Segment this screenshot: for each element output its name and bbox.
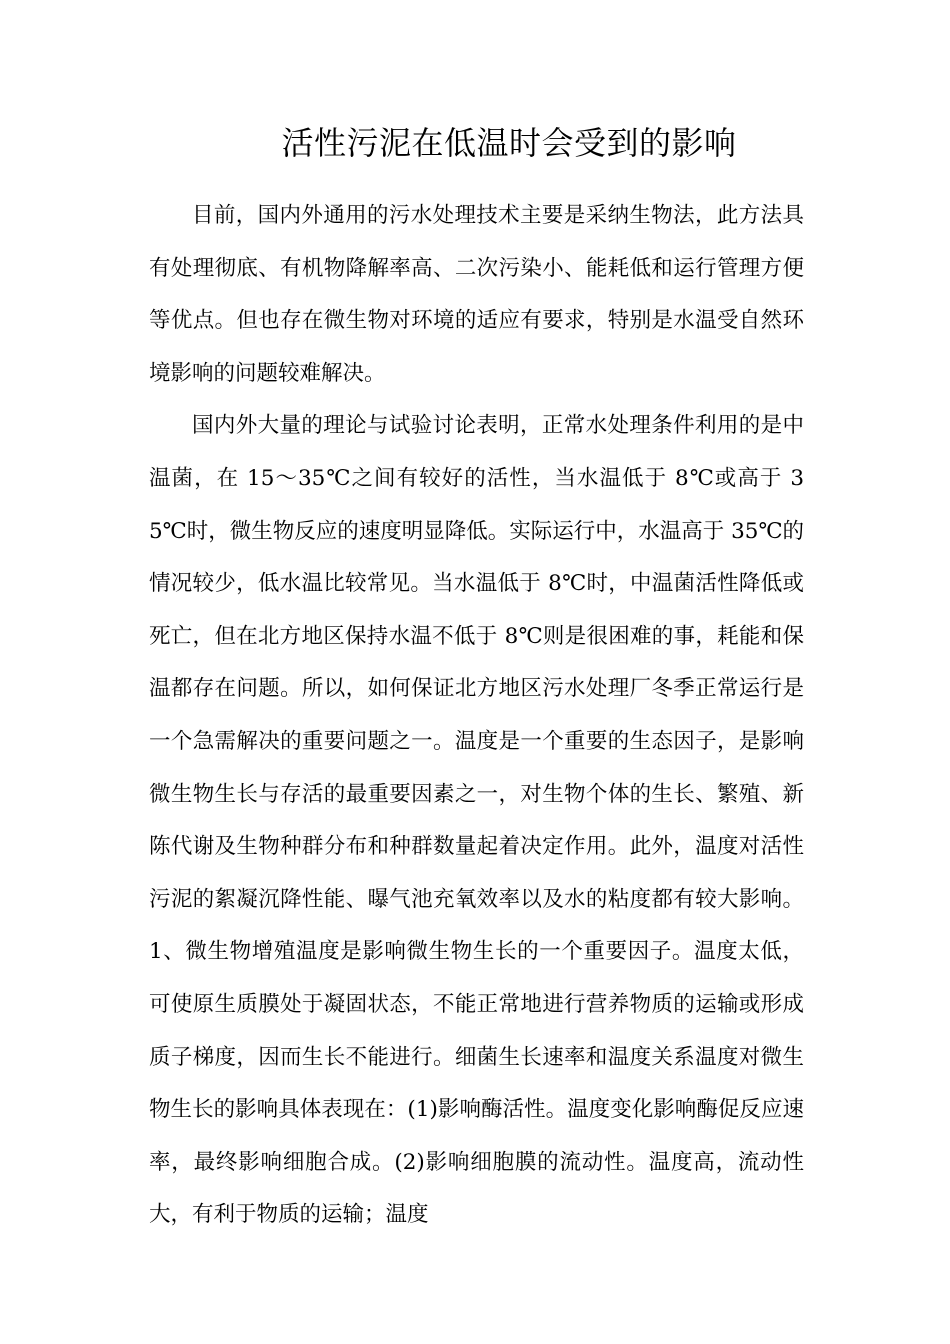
paragraph-intro: 目前，国内外通用的污水处理技术主要是采纳生物法，此方法具有处理彻底、有机物降解率高、二次污染小、能耗低和运行管理方便等优点。但也存在微生物对环境的适应有要求，特别是水温受自然环境影响的问题较难解决。 [149,203,804,386]
document-title: 活性污泥在低温时会受到的影响 [281,124,737,162]
document-body [149,190,804,1242]
paragraph-temperature-effects: 国内外大量的理论与试验讨论表明，正常水处理条件利用的是中温菌，在 15～35℃之间有较好的活性，当水温低于 8℃或高于 35℃时，微生物反应的速度明显降低。实际运行中，水温高于 35℃的情况较少，低水温比较常见。当水温低于 8℃时，中温菌活性降低或死亡，但在北方地区保持水温不低于 8℃则是很困难的事，耗能和保温都存在问题。所以，如何保证北方地区污水处理厂冬季正常运行是一个急需解决的重要问题之一。温度是一个重要的生态因子，是影响微生物生长与存活的最重要因素之一，对生物个体的生长、繁殖、新陈代谢及生物种群分布和种群数量起着决定作用。此外，温度对活性污泥的絮凝沉降性能、曝气池充氧效率以及水的粘度都有较大影响。1、微生物增殖温度是影响微生物生长的一个重要因子。温度太低，可使原生质膜处于凝固状态，不能正常地进行营养物质的运输或形成质子梯度，因而生长不能进行。细菌生长速率和温度关系温度对微生物生长的影响具体表现在：(1)影响酶活性。温度变化影响酶促反应速率，最终影响细胞合成。(2)影响细胞膜的流动性。温度高，流动性大，有利于物质的运输；温度 [149,413,804,1228]
